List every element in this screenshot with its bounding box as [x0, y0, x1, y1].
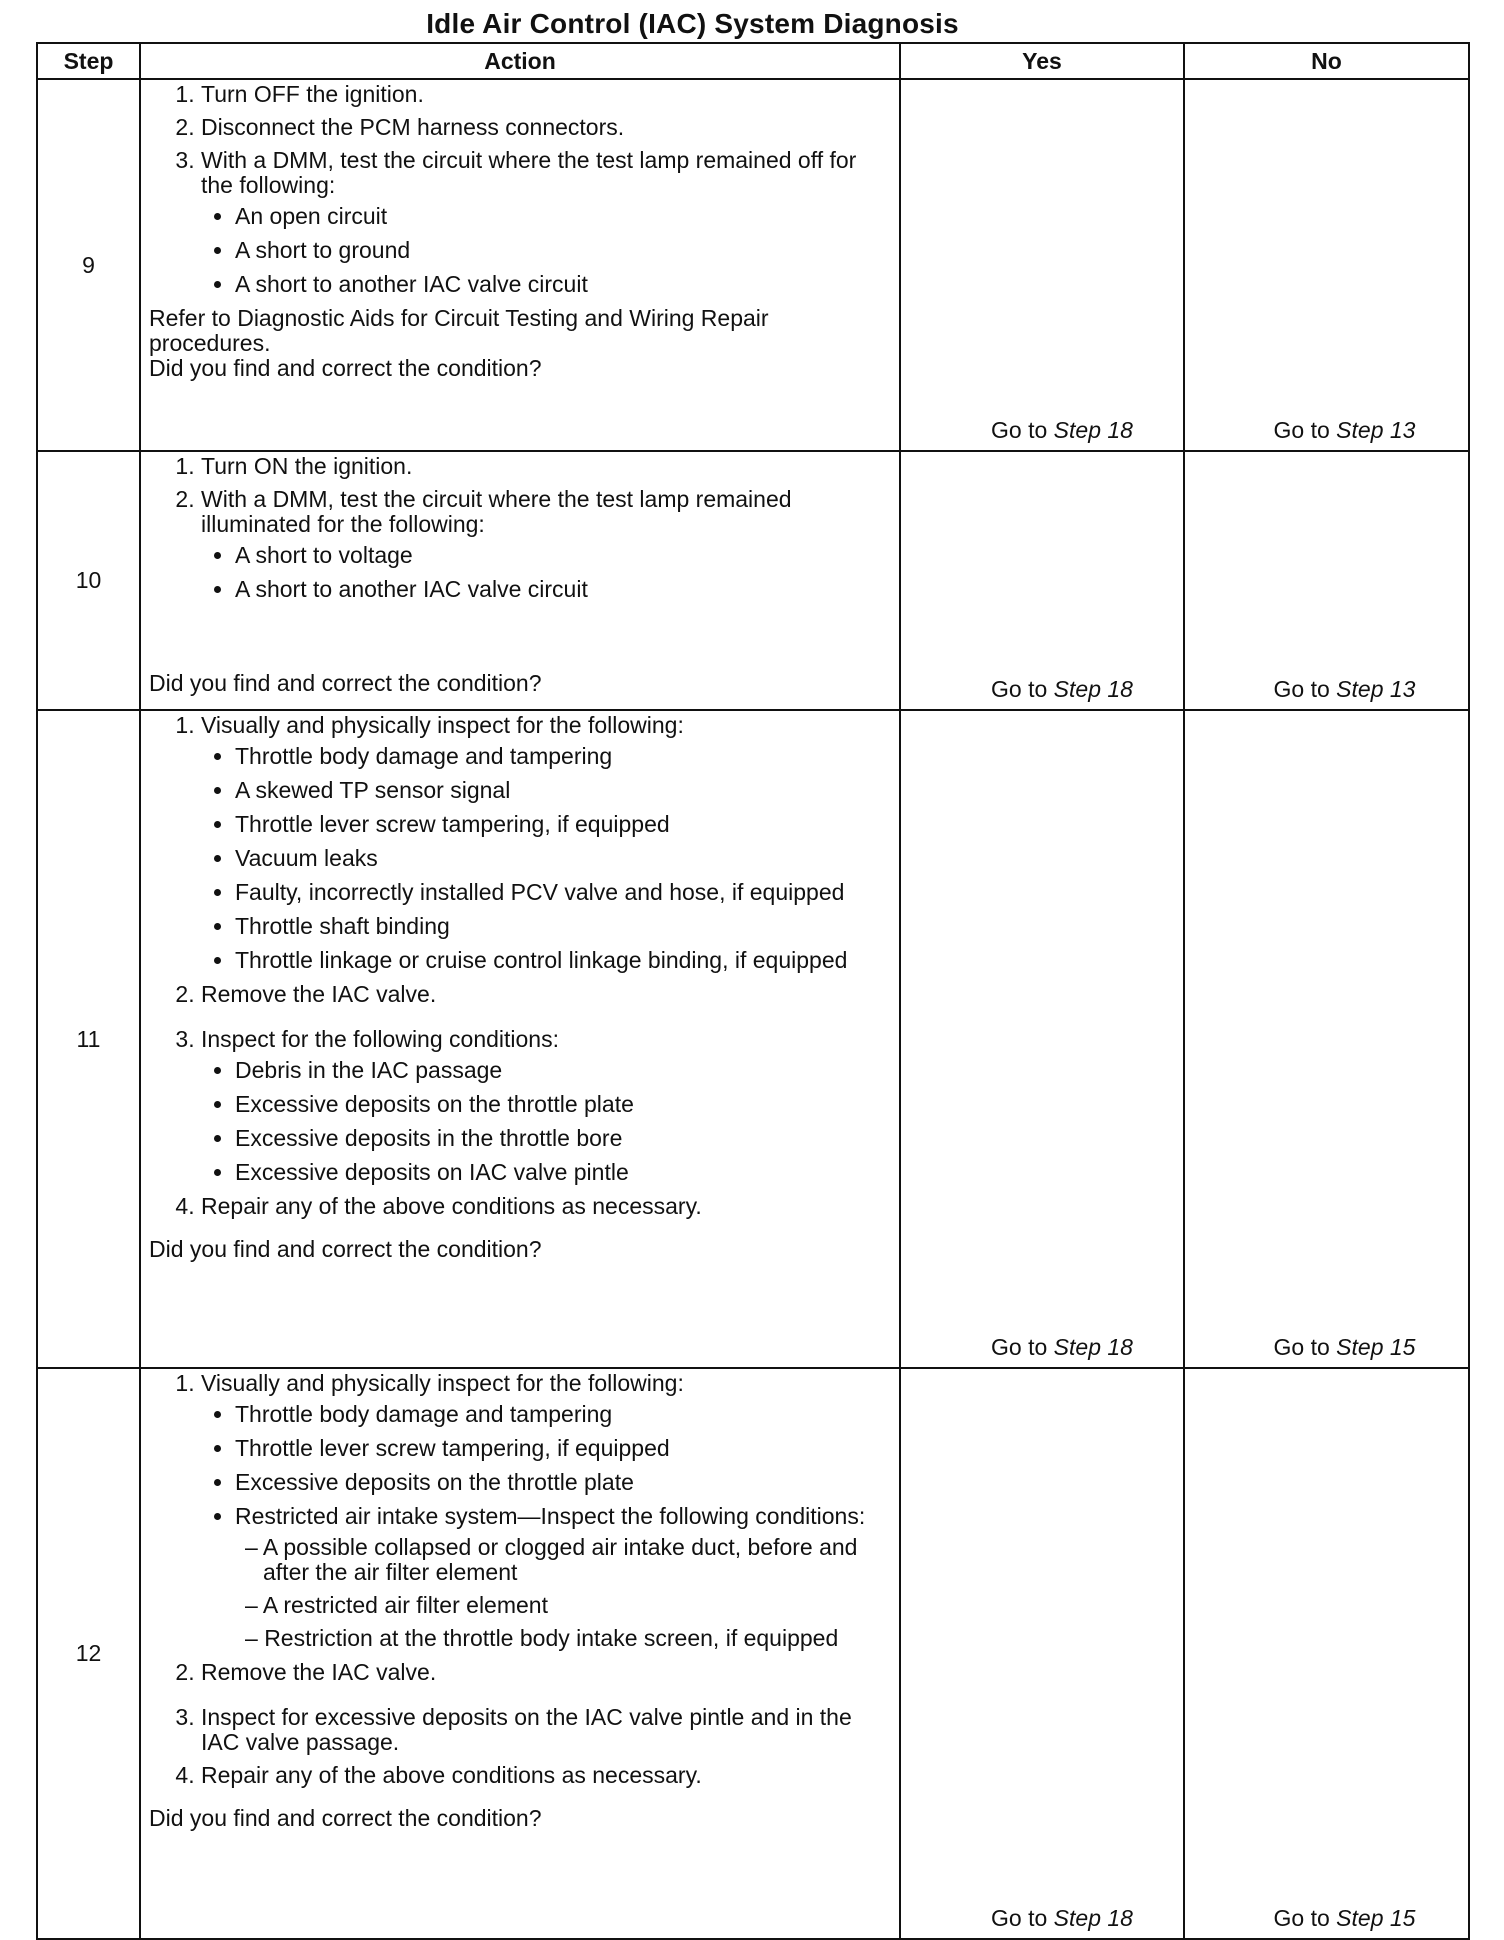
bullet-item: • Throttle lever screw tampering, if equipped: [235, 1436, 891, 1461]
action-list: [149, 713, 891, 1219]
header-action: Action: [140, 43, 900, 79]
list-item: 3. Inspect for the following conditions: • Debris in the IAC passage • Excessive deposits on the throttle plate • Excessive deposits in the throttle bore • Excessive deposits on IAC valve pintle: [201, 1027, 891, 1185]
question-text: Did you find and correct the condition?: [149, 355, 542, 381]
yes-cell: [900, 79, 1184, 451]
question-text: Did you find and correct the condition?: [149, 670, 542, 696]
action-list: [149, 454, 891, 602]
yes-cell: [900, 451, 1184, 710]
list-item: 2. Remove the IAC valve.: [201, 1660, 891, 1685]
no-cell: [1184, 79, 1469, 451]
list-item: 2. With a DMM, test the circuit where the test lamp remained illuminated for the following: • A short to voltage • A short to another IAC valve circuit: [201, 487, 891, 602]
bullet-item: • Throttle body damage and tampering: [235, 1402, 891, 1427]
dash-item: – A restricted air filter element: [245, 1593, 891, 1618]
bullet-item: • Excessive deposits on the throttle plate: [235, 1470, 891, 1495]
yes-goto: Go to Step 18: [991, 417, 1133, 443]
list-item: 3. With a DMM, test the circuit where the test lamp remained off for the following: • An open circuit • A short to ground • A short to another IAC valve circuit: [201, 148, 891, 297]
dash-item: – A possible collapsed or clogged air intake duct, before and after the air filter element: [245, 1535, 891, 1585]
bullet-item: • A short to ground: [235, 238, 891, 263]
step-number: 12: [37, 1368, 140, 1939]
action-cell: [140, 79, 900, 451]
no-goto: Go to Step 15: [1273, 1334, 1416, 1360]
dash-list: [235, 1535, 891, 1651]
table-row-step-12: [37, 1368, 1469, 1939]
bullet-item: • Excessive deposits in the throttle bore: [235, 1126, 891, 1151]
dash-item: – Restriction at the throttle body intake screen, if equipped: [245, 1626, 891, 1651]
action-cell: [140, 1368, 900, 1939]
no-goto: Go to Step 13: [1273, 676, 1416, 702]
list-item: 3. Inspect for excessive deposits on the IAC valve pintle and in the IAC valve passage.: [201, 1705, 891, 1755]
list-item: 2. Disconnect the PCM harness connectors.: [201, 115, 891, 140]
bullet-item: • Throttle lever screw tampering, if equipped: [235, 812, 891, 837]
bullet-item: • Vacuum leaks: [235, 846, 891, 871]
no-goto: Go to Step 15: [1273, 1905, 1416, 1931]
bullet-list: [201, 744, 891, 973]
list-item: 1. Turn ON the ignition.: [201, 454, 891, 479]
bullet-item: • Excessive deposits on the throttle plate: [235, 1092, 891, 1117]
diagnosis-table: [36, 42, 1470, 1940]
table-row-step-9: [37, 79, 1469, 451]
table-header-row: [37, 43, 1469, 79]
step-number: 9: [37, 79, 140, 451]
list-item: 1. Visually and physically inspect for the following: • Throttle body damage and tampering • Throttle lever screw tampering, if equipped • Excessive deposits on the throttle plate • Restricted air intake system—Inspect the following conditions: – A possible collapsed or clogged air intake duct, before and after the air filter element – A restricted air filter element – Restriction at the throttle body intake screen, if equipped: [201, 1371, 891, 1651]
bullet-item: • A skewed TP sensor signal: [235, 778, 891, 803]
action-cell: [140, 710, 900, 1368]
question-text: Did you find and correct the condition?: [149, 1236, 542, 1262]
yes-goto: Go to Step 18: [991, 676, 1133, 702]
no-cell: [1184, 451, 1469, 710]
bullet-item: • Throttle linkage or cruise control linkage binding, if equipped: [235, 948, 891, 973]
header-step: Step: [37, 43, 140, 79]
no-goto: Go to Step 13: [1273, 417, 1416, 443]
bullet-item: • A short to another IAC valve circuit: [235, 577, 891, 602]
bullet-list: [201, 1058, 891, 1185]
action-list: [149, 1371, 891, 1788]
header-yes: Yes: [900, 43, 1184, 79]
bullet-item: • Debris in the IAC passage: [235, 1058, 891, 1083]
no-cell: [1184, 1368, 1469, 1939]
bullet-item: • Excessive deposits on IAC valve pintle: [235, 1160, 891, 1185]
bullet-list: [201, 1402, 891, 1651]
no-cell: [1184, 710, 1469, 1368]
bullet-item: • A short to another IAC valve circuit: [235, 272, 891, 297]
question-text: Did you find and correct the condition?: [149, 1805, 542, 1831]
header-no: No: [1184, 43, 1469, 79]
table-row-step-11: [37, 710, 1469, 1368]
bullet-item: • Restricted air intake system—Inspect the following conditions: – A possible collapsed or clogged air intake duct, before and after the air filter element – A restricted air filter element – Restriction at the throttle body intake screen, if equipped: [235, 1504, 891, 1651]
yes-cell: [900, 1368, 1184, 1939]
action-list: [149, 82, 891, 297]
bullet-item: • An open circuit: [235, 204, 891, 229]
bullet-list: [201, 543, 891, 602]
table-row-step-10: [37, 451, 1469, 710]
yes-goto: Go to Step 18: [991, 1905, 1133, 1931]
page-title: Idle Air Control (IAC) System Diagnosis: [426, 8, 959, 39]
bullet-item: • Throttle body damage and tampering: [235, 744, 891, 769]
bullet-list: [201, 204, 891, 297]
list-item: 2. Remove the IAC valve.: [201, 982, 891, 1007]
bullet-item: • A short to voltage: [235, 543, 891, 568]
bullet-item: • Throttle shaft binding: [235, 914, 891, 939]
list-item: 1. Turn OFF the ignition.: [201, 82, 891, 107]
list-item: 1. Visually and physically inspect for the following: • Throttle body damage and tampering • A skewed TP sensor signal • Throttle lever screw tampering, if equipped • Vacuum leaks • Faulty, incorrectly installed PCV valve and hose, if equipped • Throttle shaft binding • Throttle linkage or cruise control linkage binding, if equipped: [201, 713, 891, 973]
step-number: 10: [37, 451, 140, 710]
yes-cell: [900, 710, 1184, 1368]
yes-goto: Go to Step 18: [991, 1334, 1133, 1360]
list-item: 4. Repair any of the above conditions as necessary.: [201, 1763, 891, 1788]
list-item: 4. Repair any of the above conditions as necessary.: [201, 1194, 891, 1219]
step-number: 11: [37, 710, 140, 1368]
bullet-item: • Faulty, incorrectly installed PCV valve and hose, if equipped: [235, 880, 891, 905]
action-cell: [140, 451, 900, 710]
note-text: Refer to Diagnostic Aids for Circuit Testing and Wiring Repair procedures.: [149, 305, 769, 356]
